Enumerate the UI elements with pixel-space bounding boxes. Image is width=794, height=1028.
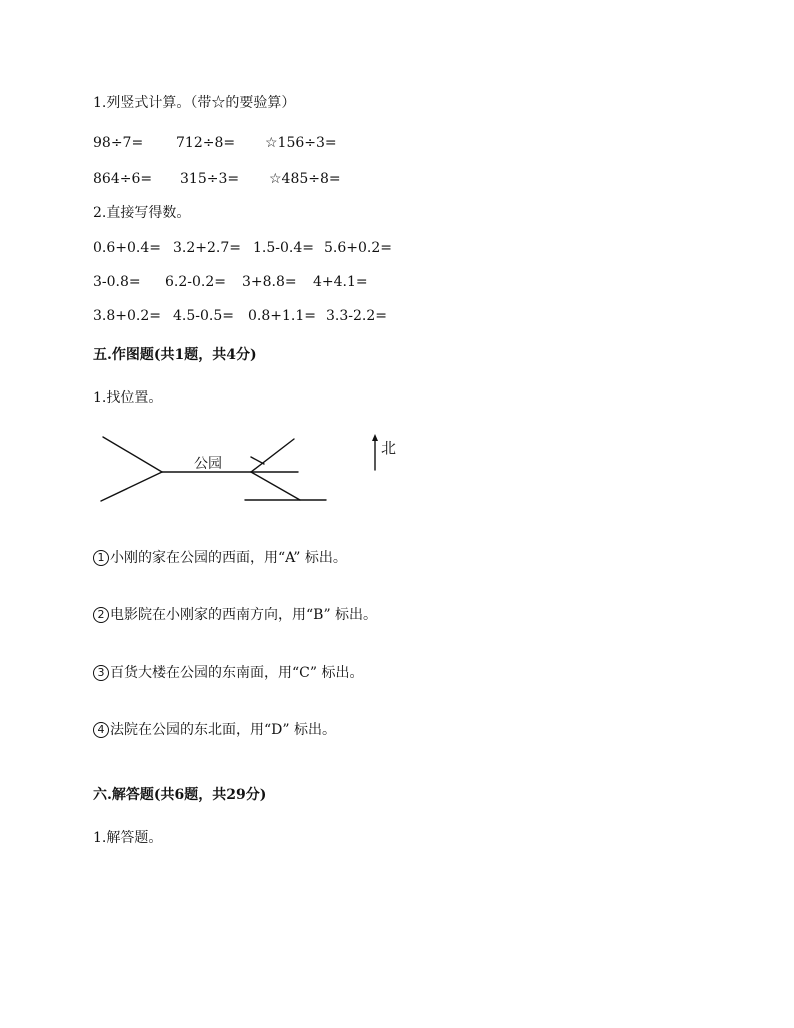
task-number-badge: 1: [93, 550, 109, 566]
task-2: [93, 606, 377, 624]
task-1: [93, 549, 347, 567]
task-text: 百货大楼在公园的东南面，用“C” 标出。: [110, 665, 364, 681]
task-3: [93, 664, 363, 682]
calc-item: 98÷7=: [93, 135, 144, 151]
task-4: [93, 721, 336, 739]
question-2-title: 2.直接写得数。: [93, 205, 191, 221]
calc-item: 315÷3=: [180, 171, 240, 187]
section-6-heading: 六.解答题(共6题，共29分): [93, 787, 267, 803]
calc-item: 712÷8=: [176, 135, 236, 151]
calc-item: ☆485÷8=: [269, 171, 341, 187]
calc-item: ☆156÷3=: [265, 135, 337, 151]
park-label: 公园: [194, 456, 222, 472]
mental-item: 3.3-2.2=: [326, 308, 387, 324]
mental-item: 3.2+2.7=: [173, 240, 241, 256]
task-number-badge: 4: [93, 722, 109, 738]
map-road-southwest: [101, 472, 162, 501]
north-label: 北: [381, 439, 397, 457]
task-text: 法院在公园的东北面，用“D” 标出。: [110, 722, 336, 738]
mental-item: 0.6+0.4=: [93, 240, 161, 256]
mental-item: 0.8+1.1=: [248, 308, 316, 324]
mental-item: 3+8.8=: [242, 274, 297, 290]
mental-item: 1.5-0.4=: [253, 240, 314, 256]
section-5-heading: 五.作图题(共1题，共4分): [93, 347, 257, 363]
mental-item: 5.6+0.2=: [324, 240, 392, 256]
task-text: 小刚的家在公园的西面，用“A” 标出。: [110, 550, 347, 566]
map-road-southeast: [251, 472, 300, 500]
mental-item: 3-0.8=: [93, 274, 141, 290]
question-1-title: 1.列竖式计算。（带☆的要验算）: [93, 95, 296, 111]
mental-item: 4.5-0.5=: [173, 308, 234, 324]
map-road-north-spur: [251, 457, 264, 464]
task-number-badge: 3: [93, 665, 109, 681]
solve-title: 1.解答题。: [93, 830, 163, 846]
mental-item: 6.2-0.2=: [165, 274, 226, 290]
task-number-badge: 2: [93, 607, 109, 623]
park-map-diagram: [93, 428, 413, 508]
mental-item: 3.8+0.2=: [93, 308, 161, 324]
find-position-title: 1.找位置。: [93, 390, 163, 406]
map-road-northwest: [103, 437, 162, 472]
task-text: 电影院在小刚家的西南方向，用“B” 标出。: [110, 607, 378, 623]
map-road-northeast: [251, 439, 294, 472]
mental-item: 4+4.1=: [313, 274, 368, 290]
north-arrow-icon: [372, 434, 378, 441]
calc-item: 864÷6=: [93, 171, 153, 187]
